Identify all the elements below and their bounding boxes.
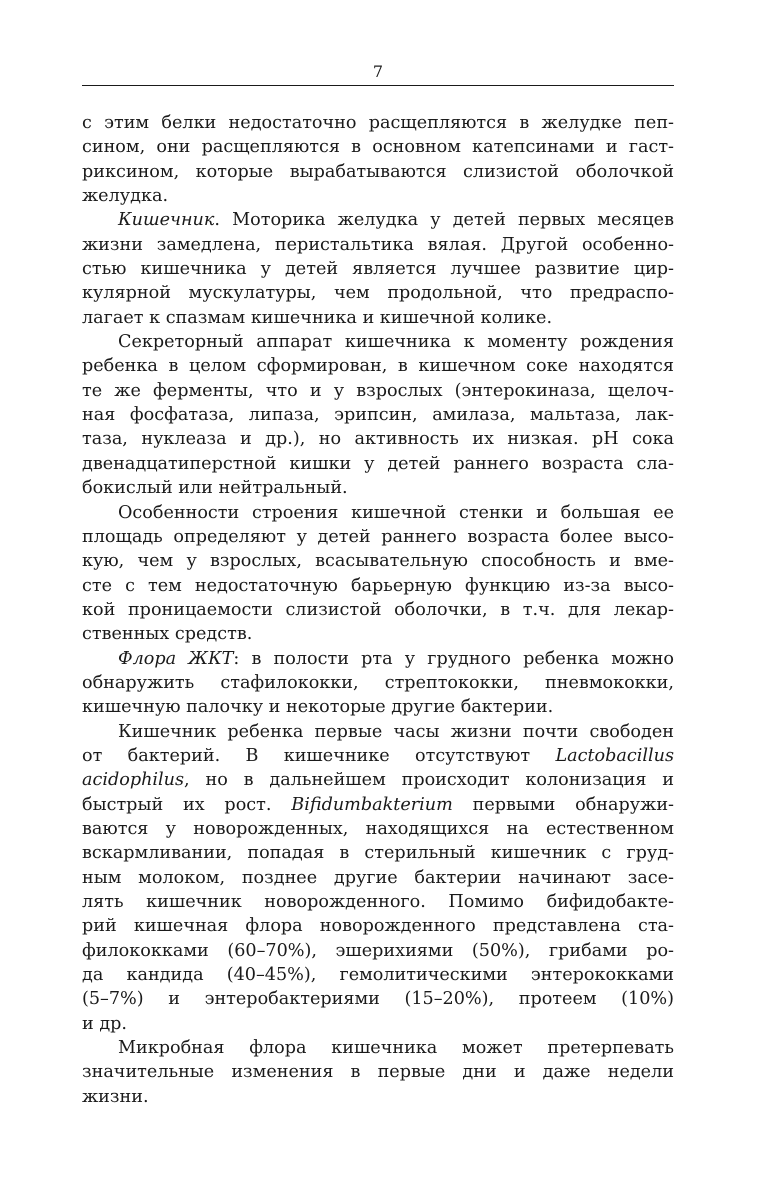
text-run: от бактерий. В кишечнике отсутствуют: [82, 745, 556, 766]
text-line: [82, 184, 674, 208]
text-run: сте с тем недостаточную барьерную функцию из-за высо-: [82, 575, 674, 596]
text-run: и др.: [82, 1013, 128, 1034]
text-line: [82, 574, 674, 598]
text-line: [82, 501, 674, 525]
italic-run: acidophilus: [82, 770, 185, 791]
text-run: лагает к спазмам кишечника и кишечной колике.: [82, 307, 553, 328]
text-run: таза, нуклеаза и др.), но активность их низкая. pH сока: [82, 429, 674, 450]
text-line: [82, 671, 674, 695]
text-run: с этим белки недостаточно расщепляются в желудке пеп-: [82, 113, 674, 133]
text-run: Микробная флора кишечника может претерпевать: [118, 1038, 674, 1059]
italic-run: Флора ЖКТ: [118, 648, 234, 669]
text-line: [82, 257, 674, 281]
text-line: [82, 549, 674, 573]
text-run: : в полости рта у грудного ребенка можно: [233, 648, 674, 669]
text-line: [82, 1036, 674, 1060]
header-rule: [82, 85, 674, 86]
text-run: кишечную палочку и некоторые другие бактерии.: [82, 697, 554, 718]
text-run: стью кишечника у детей является лучшее развитие цир-: [82, 259, 674, 280]
text-line: [82, 427, 674, 451]
text-run: кулярной мускулатуры, чем продольной, что предраспо-: [82, 283, 674, 304]
text-run: кой проницаемости слизистой оболочки, в т.ч. для лекар-: [82, 599, 674, 620]
text-run: быстрый их рост.: [82, 794, 292, 815]
text-line: [82, 306, 674, 330]
text-run: двенадцатиперстной кишки у детей раннего возраста сла-: [82, 453, 674, 474]
text-run: Секреторный аппарат кишечника к моменту рождения: [118, 332, 674, 353]
text-run: ребенка в целом сформирован, в кишечном соке находятся: [82, 356, 674, 377]
text-line: [82, 403, 674, 427]
text-line: [82, 744, 674, 768]
text-run: ная фосфатаза, липаза, эрипсин, амилаза, мальтаза, лак-: [82, 405, 674, 426]
text-line: [82, 1085, 674, 1109]
text-run: , но в дальнейшем происходит колонизация и: [184, 770, 674, 791]
text-line: [82, 647, 674, 671]
text-line: [82, 1012, 674, 1036]
text-run: обнаружить стафилококки, стрептококки, пневмококки,: [82, 672, 674, 693]
text-run: жизни замедлена, перистальтика вялая. Другой особенно-: [82, 234, 674, 255]
text-line: [82, 890, 674, 914]
text-run: (5–7%) и энтеробактериями (15–20%), протеем (10%): [82, 989, 674, 1010]
body-text: [82, 111, 674, 1109]
text-run: филококками (60–70%), эшерихиями (50%), грибами ро-: [82, 940, 674, 961]
text-line: [82, 939, 674, 963]
text-run: первыми обнаружи-: [452, 794, 674, 815]
text-run: . Моторика желудка у детей первых месяцев: [214, 210, 674, 231]
text-line: [82, 160, 674, 184]
text-run: площадь определяют у детей раннего возраста более высо-: [82, 526, 674, 547]
text-line: [82, 866, 674, 890]
text-line: [82, 817, 674, 841]
text-run: кую, чем у взрослых, всасывательную способность и вме-: [82, 551, 674, 572]
text-line: [82, 793, 674, 817]
text-run: сином, они расщепляются в основном катепсинами и гаст-: [82, 137, 674, 158]
text-line: [82, 598, 674, 622]
text-line: [82, 233, 674, 257]
text-line: [82, 135, 674, 159]
text-run: значительные изменения в первые дни и даже недели: [82, 1062, 674, 1083]
text-line: [82, 914, 674, 938]
text-line: [82, 1060, 674, 1084]
text-run: риксином, которые вырабатываются слизистой оболочкой: [82, 161, 674, 182]
text-line: [82, 476, 674, 500]
text-run: Кишечник ребенка первые часы жизни почти свободен: [118, 721, 674, 742]
text-line: [82, 987, 674, 1011]
text-line: [82, 768, 674, 792]
text-run: рий кишечная флора новорожденного представлена ста-: [82, 916, 674, 937]
text-run: ным молоком, позднее другие бактерии начинают засе-: [82, 867, 674, 888]
page-number: 7: [372, 62, 384, 81]
italic-run: Кишечник: [118, 210, 215, 231]
text-run: жизни.: [82, 1086, 149, 1107]
text-run: ваются у новорожденных, находящихся на естественном: [82, 818, 674, 839]
text-run: да кандида (40–45%), гемолитическими энтерококками: [82, 965, 674, 986]
text-line: [82, 452, 674, 476]
text-line: [82, 379, 674, 403]
text-run: Особенности строения кишечной стенки и большая ее: [118, 502, 674, 523]
italic-run: Bifidumbakterium: [291, 794, 453, 815]
text-run: вскармливании, попадая в стерильный кишечник с груд-: [82, 843, 674, 864]
text-run: те же ферменты, что и у взрослых (энтерокиназа, щелоч-: [82, 380, 674, 401]
text-run: ственных средств.: [82, 624, 253, 645]
text-line: [82, 330, 674, 354]
italic-run: Lactobacillus: [555, 745, 674, 766]
text-line: [82, 695, 674, 719]
text-line: [82, 841, 674, 865]
text-line: [82, 281, 674, 305]
text-line: [82, 208, 674, 232]
text-run: лять кишечник новорожденного. Помимо бифидобакте-: [82, 892, 674, 912]
text-line: [82, 963, 674, 987]
text-line: [82, 720, 674, 744]
text-run: желудка.: [82, 186, 169, 207]
text-line: [82, 354, 674, 378]
text-run: бокислый или нейтральный.: [82, 478, 348, 499]
text-line: [82, 622, 674, 646]
text-line: [82, 525, 674, 549]
text-line: [82, 111, 674, 135]
